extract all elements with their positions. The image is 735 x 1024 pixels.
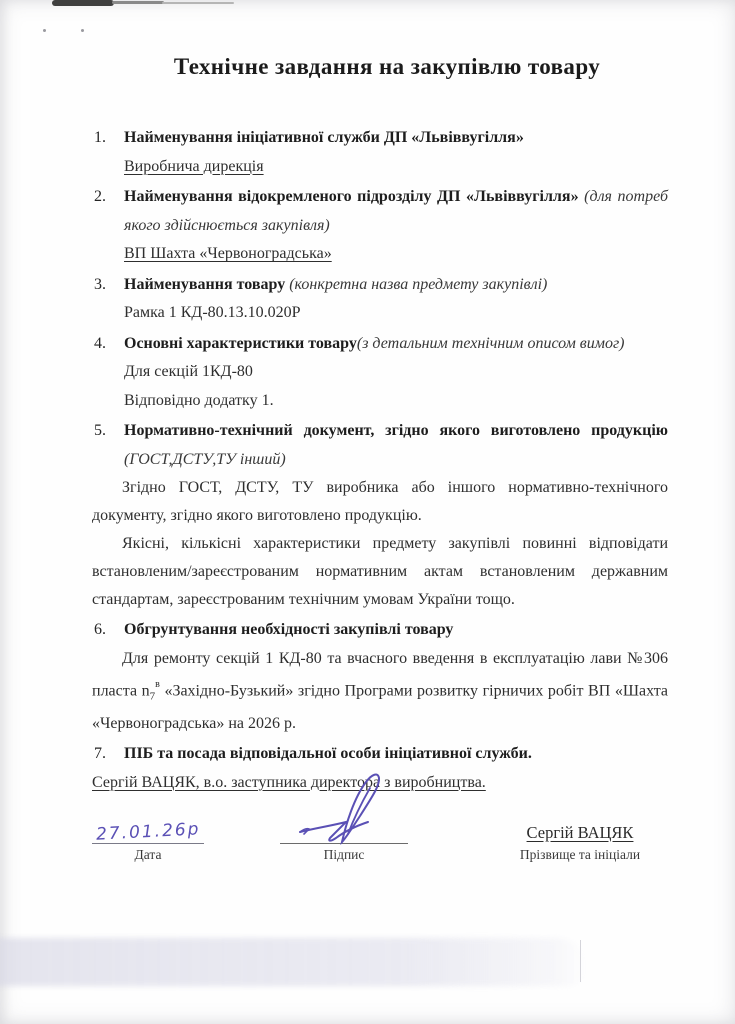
item-number: 6.	[94, 621, 106, 638]
item-heading: Найменування відокремленого підрозділу ДП «Львіввугілля»	[124, 188, 579, 205]
item-number: 1.	[94, 129, 106, 146]
signature-area	[280, 836, 408, 840]
item-heading: Нормативно-технічний документ, згідно якого виготовлено продукцію	[124, 422, 668, 439]
item-heading: Найменування товару	[124, 275, 286, 293]
item-heading: Обгрунтування необхідності закупівлі товару	[124, 621, 454, 638]
item-number: 5.	[94, 422, 106, 439]
handwritten-signature-icon	[294, 772, 404, 850]
list-item-6	[92, 616, 668, 738]
date-label: Дата	[134, 847, 162, 862]
responsible-person-value: Сергій ВАЦЯК, в.о. заступника директора з виробництва.	[92, 773, 486, 791]
document-title: Технічне завдання на закупівлю товару	[173, 54, 601, 79]
item-value: Відповідно додатку 1.	[124, 391, 274, 409]
item-paragraph: Для ремонту секцій 1 КД-80 та вчасного введення в експлуатацію лави №306 пласта $n_7^в$ «Західно-Бузький» згідно Програми розвитку гірничих робіт ВП «Шахта «Червоноградська» на 2026 р.	[92, 649, 668, 733]
scan-speck	[43, 29, 46, 32]
scan-smudge	[162, 2, 234, 4]
item-value: Рамка 1 КД-80.13.10.020Р	[124, 304, 301, 321]
scan-smudge	[52, 0, 114, 6]
item-number: 2.	[94, 188, 106, 205]
item-note: (ГОСТ,ДСТУ,ТУ інший)	[124, 450, 286, 468]
list-item-4	[92, 330, 668, 416]
signature-block	[92, 819, 676, 863]
item-value: Виробнича дирекція	[124, 157, 264, 175]
scan-smudge	[112, 1, 164, 4]
item-number: 7.	[94, 745, 106, 763]
list-item-3	[92, 271, 668, 328]
seam-index-subscript: 7	[149, 690, 156, 703]
scan-shadow-band	[0, 938, 587, 986]
name-field	[484, 823, 676, 863]
item-number: 4.	[94, 334, 106, 352]
item-paragraph: Якісні, кількісні характеристики предмету закупівлі повинні відповідати встановленим/зареєстрованим нормативним актам встановленим державним стандартам, зареєстрованим технічним умовам України тощо.	[92, 535, 668, 608]
name-label: Прізвище та ініціали	[519, 847, 641, 862]
seam-index-superscript: в	[155, 678, 160, 690]
signature-label: Підпис	[323, 847, 365, 862]
item-value: ВП Шахта «Червоноградська»	[124, 245, 332, 262]
item-note: (конкретна назва предмету закупівлі)	[289, 275, 548, 293]
list-item-5	[92, 417, 668, 614]
item-paragraph: Згідно ГОСТ, ДСТУ, ТУ виробника або іншого нормативно-технічного документу, згідно якого виготовлено продукцію.	[92, 479, 668, 524]
signature-field	[280, 836, 408, 863]
item-note: (з детальним технічним описом вимог)	[356, 334, 625, 352]
item-value: Для секцій 1КД-80	[124, 363, 253, 380]
item-heading: Основні характеристики товару	[124, 334, 357, 352]
document-content	[92, 54, 668, 797]
numbered-list	[92, 124, 668, 797]
signer-name: Сергій ВАЦЯК	[526, 823, 634, 842]
scan-speck	[81, 29, 84, 32]
list-item-2	[92, 183, 668, 269]
item-heading: Найменування ініціативної служби ДП «Львіввугілля»	[124, 129, 524, 146]
item-number: 3.	[94, 275, 106, 293]
item-note: (для потреб якого здійснюється закупівля)	[124, 188, 669, 234]
date-field	[92, 819, 204, 863]
list-item-1	[92, 124, 668, 181]
handwritten-date: 27.01.26р	[95, 819, 201, 845]
item-heading: ПІБ та посада відповідальної особи ініціативної служби.	[124, 745, 532, 763]
scan-shadow-line	[580, 940, 581, 982]
